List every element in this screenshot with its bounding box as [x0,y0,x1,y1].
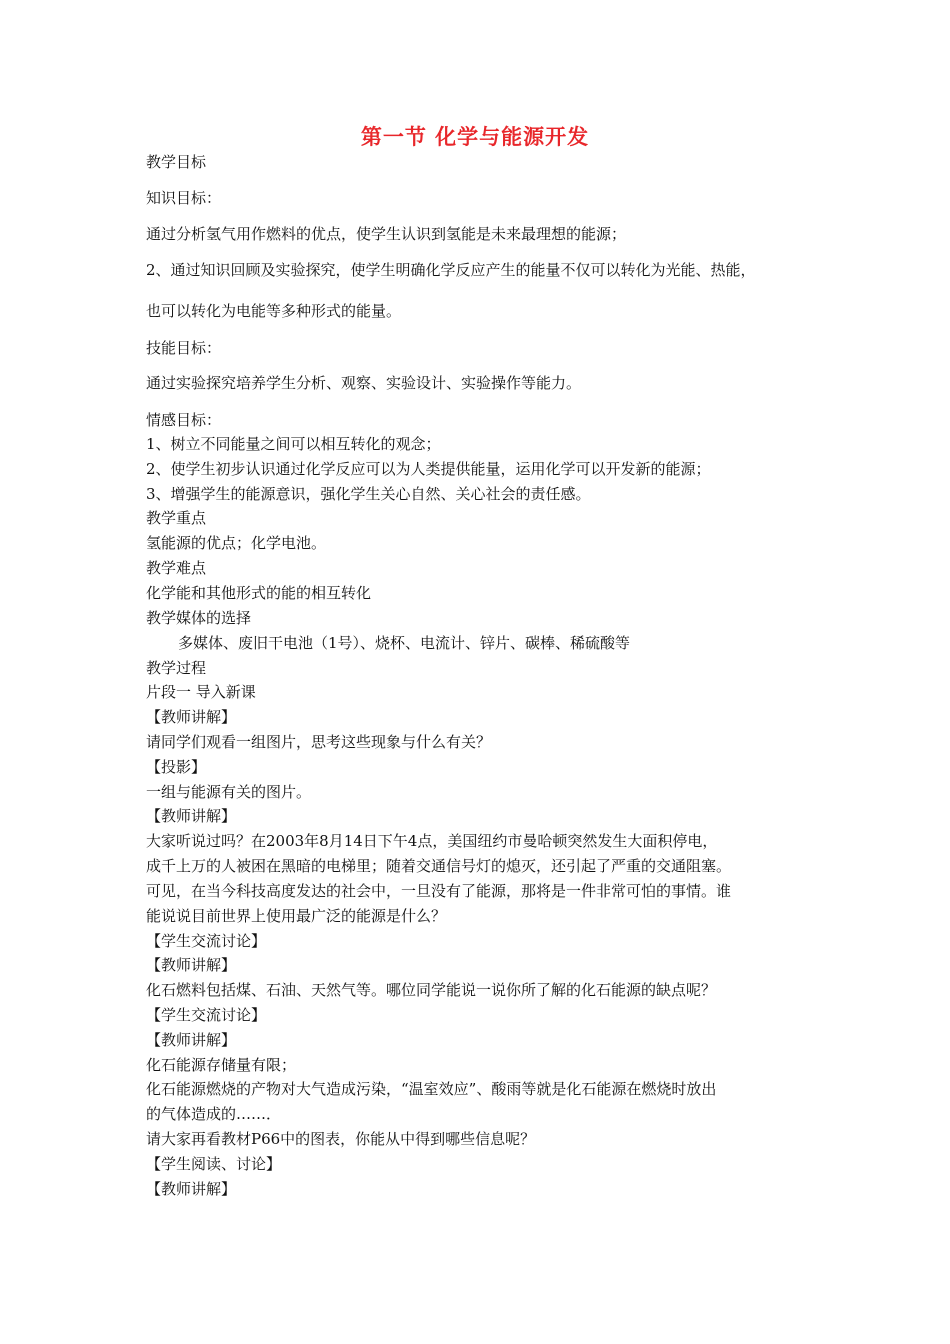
subheading: 知识目标： [146,189,222,207]
paragraph: 请大家再看教材P66中的图表，你能从中得到哪些信息呢？ [146,1130,536,1148]
paragraph: 通过实验探究培养学生分析、观察、实验设计、实验操作等能力。 [146,374,582,392]
paragraph: 的气体造成的……． [146,1105,282,1123]
bracket-label: 【学生交流讨论】 [146,1006,267,1024]
list-item: 1、树立不同能量之间可以相互转化的观念； [146,435,441,453]
bracket-label: 【教师讲解】 [146,807,237,825]
bracket-label: 【学生阅读、讨论】 [146,1155,282,1173]
list-item: 3、增强学生的能源意识，强化学生关心自然、关心社会的责任感。 [146,485,591,503]
paragraph: 化石燃料包括煤、石油、天然气等。哪位同学能说一说你所了解的化石能源的缺点呢？ [146,981,717,999]
paragraph: 化石能源存储量有限； [146,1056,297,1074]
section-heading: 教学过程 [146,659,207,677]
paragraph: 成千上万的人被困在黑暗的电梯里；随着交通信号灯的熄灭，还引起了严重的交通阻塞。 [146,857,732,875]
bracket-label: 【教师讲解】 [146,1031,237,1049]
section-heading: 教学媒体的选择 [146,609,252,627]
paragraph: 2、通过知识回顾及实验探究，使学生明确化学反应产生的能量不仅可以转化为光能、热能， [146,261,756,279]
section-heading: 教学重点 [146,509,207,527]
paragraph: 化学能和其他形式的能的相互转化 [146,584,372,602]
list-item: 2、使学生初步认识通过化学反应可以为人类提供能量，运用化学可以开发新的能源； [146,460,711,478]
subheading: 片段一 导入新课 [146,683,256,701]
subheading: 情感目标： [146,411,222,429]
paragraph: 多媒体、废旧干电池（1号）、烧杯、电流计、锌片、碳棒、稀硫酸等 [178,634,631,652]
paragraph: 氢能源的优点；化学电池。 [146,534,327,552]
bracket-label: 【教师讲解】 [146,1180,237,1198]
paragraph: 能说说目前世界上使用最广泛的能源是什么？ [146,907,447,925]
paragraph: 通过分析氢气用作燃料的优点，使学生认识到氢能是未来最理想的能源； [146,225,627,243]
paragraph: 一组与能源有关的图片。 [146,783,312,801]
paragraph: 化石能源燃烧的产物对大气造成污染，“温室效应”、酸雨等就是化石能源在燃烧时放出 [146,1080,717,1098]
paragraph: 大家听说过吗？在2003年8月14日下午4点，美国纽约市曼哈顿突然发生大面积停电， [146,832,718,850]
paragraph: 也可以转化为电能等多种形式的能量。 [146,302,402,320]
paragraph: 请同学们观看一组图片，思考这些现象与什么有关？ [146,733,492,751]
subheading: 技能目标： [146,339,222,357]
section-heading: 教学难点 [146,559,207,577]
bracket-label: 【投影】 [146,758,207,776]
section-heading: 教学目标 [146,153,207,171]
bracket-label: 【教师讲解】 [146,708,237,726]
bracket-label: 【学生交流讨论】 [146,932,267,950]
paragraph: 可见，在当今科技高度发达的社会中，一旦没有了能源，那将是一件非常可怕的事情。谁 [146,882,732,900]
document-title: 第一节 化学与能源开发 [360,125,590,149]
bracket-label: 【教师讲解】 [146,956,237,974]
